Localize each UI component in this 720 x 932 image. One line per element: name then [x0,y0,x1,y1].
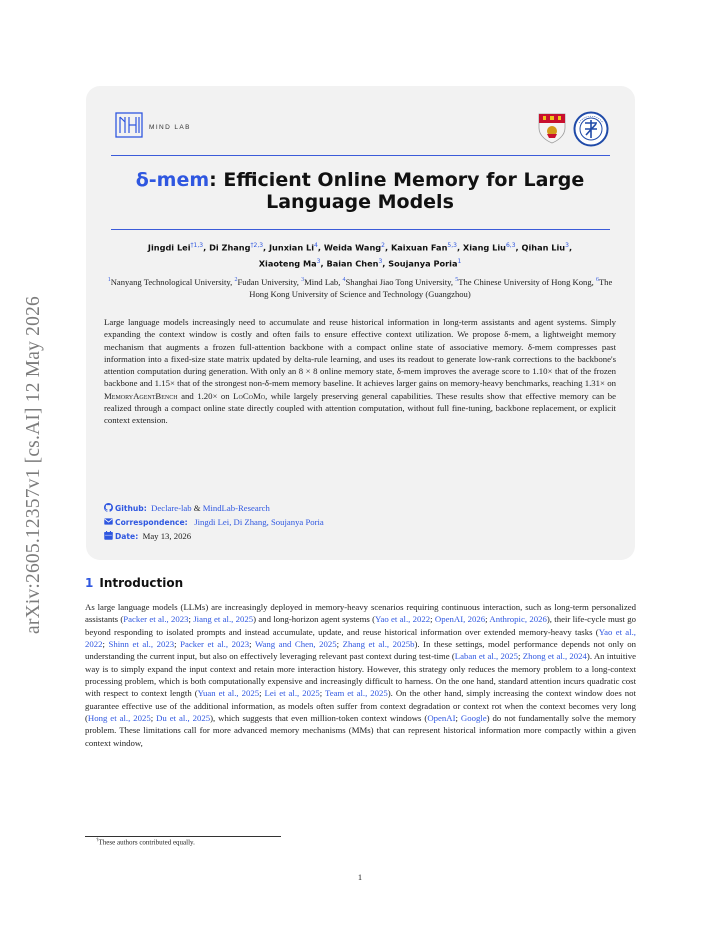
author-name: Junxian Li [269,242,315,253]
affiliation-text: Mind Lab, [304,276,343,287]
author-affil-mark: †1,3 [190,242,204,249]
author-list [102,239,618,270]
author-affil-mark: 2 [381,242,385,249]
citation-link[interactable]: Lei et al., 2025 [264,688,320,699]
correspondence-label: Correspondence: [115,517,188,527]
correspondence-row [104,516,616,530]
title-delta: δ-mem [135,169,210,191]
author-name: Kaixuan Fan [390,242,448,253]
calendar-icon [104,531,113,540]
paper-title [100,169,620,213]
citation-link[interactable]: OpenAI, 2026 [434,614,486,625]
correspondence-authors[interactable]: Jingdi Lei, Di Zhang, Soujanya Poria [194,516,324,527]
intro-text: ; [259,688,265,699]
intro-text: ; [319,688,325,699]
affiliation-text: Shanghai Jiao Tong University, [345,276,456,287]
paper-meta [104,502,616,543]
date-value: May 13, 2026 [142,530,192,541]
affiliations [102,274,618,301]
author-name: Soujanya Poria [388,258,458,269]
intro-text: ; [485,614,490,625]
affiliation-mark: 2 [234,277,238,283]
intro-text: ). In these settings, model performance depends not only on understanding the current input, but also on effectively leveraging relevant past context during test-time ( [85,639,637,662]
author-affil-mark: 3 [316,257,321,265]
citation-link[interactable]: Team et al., 2025 [324,688,388,699]
citation-link[interactable]: Anthropic, 2026 [489,614,547,625]
author-affil-mark: †2,3 [250,242,264,249]
author-affil-mark: 6,3 [505,242,516,249]
citation-link[interactable]: Yao et al., 2022 [85,626,636,650]
intro-text: ; [430,614,435,625]
abstract [104,316,616,427]
citation-link[interactable]: Zhang et al., 2025b [342,639,415,650]
affiliation-text: Fudan University, [237,276,302,287]
section-heading-introduction [85,576,183,590]
author-name: Xiaoteng Ma [258,258,317,269]
author-line-1: Jingdi Lei$^{\dagger 1,3}$, Di Zhang$^{\dagger 2,3}$, Junxian Li$^4$, Weida Wang$^2$, Kaixuan Fan$^{5,3}$, Xiang Liu$^{6,3}$, Qihan Liu$^3$, [147,242,573,253]
github-label: Github: [115,504,147,513]
affiliation-mark: 1 [107,277,111,283]
citation-link[interactable]: Jiang et al., 2025 [193,614,254,625]
footnote-mark: † [96,838,99,843]
author-name: Xiang Liu [462,242,506,253]
title-rest: : Efficient Online Memory for Large Language Models [209,169,585,213]
github-amp: & [191,503,203,513]
intro-text: ; [102,639,109,650]
affiliation-text: Nanyang Technological University, [110,276,235,287]
citation-link[interactable]: OpenAI [427,713,456,724]
github-link-declare[interactable]: Declare-lab [151,503,192,513]
author-affil-mark: 3 [378,257,383,265]
citation-link[interactable]: Packer et al., 2023 [123,614,189,625]
citation-link[interactable]: Zhong et al., 2024 [522,651,587,662]
sjtu-seal-icon [573,111,609,147]
footnote-text: These authors contributed equally. [98,838,195,847]
citation-link[interactable]: Yuan et al., 2025 [197,688,260,699]
logo-row [115,112,615,146]
author-name: Qihan Liu [521,242,566,253]
author-affil-mark: 3 [565,242,569,249]
citation-link[interactable]: Packer et al., 2023 [180,639,250,650]
lab-name: MIND LAB [149,124,191,131]
title-rule-top [111,155,610,156]
author-affil-mark: 1 [457,257,462,265]
intro-text: ; [249,639,255,650]
page-number: 1 [357,872,363,882]
github-link-mindlab[interactable]: MindLab-Research [202,503,270,513]
date-row [104,530,616,544]
affiliation-mark: 4 [342,277,346,283]
ntu-crest-icon [537,112,567,144]
footnote [96,838,195,846]
github-icon [104,503,113,512]
abstract-text-3: , while largely preserving general capabilities. These results show that effective memory can be realized through a compact online state directly coupled with attention computation, without full fine-tuning, backbone replacement, or explicit context extension. [104,390,616,426]
affiliation-mark: 5 [455,277,459,283]
intro-text: ; [336,639,343,650]
intro-text: ; [174,639,181,650]
author-line-2: Xiaoteng Ma$^3$, Baian Chen$^3$, Soujanya Poria$^1$ [258,257,462,269]
citation-link[interactable]: Yao et al., 2022 [375,614,431,625]
affiliation-mark: 6 [595,277,599,283]
citation-link[interactable]: Google [460,713,487,724]
abstract-text-2: and 1.20× on [177,390,234,401]
abstract-benchmark-2: LoCoMo [233,390,266,401]
abstract-text-1: Large language models increasingly need to accumulate and reuse historical information in long-term assistants and agent systems. Simply expanding the context window is costly and often fails to ensure effective context utilization. We propose δ-mem, a lightweight memory mechanism that augments a frozen full-attention backbone with a compact online state of associative memory. δ-mem compresses past information into a fixed-size state matrix updated by delta-rule learning, and uses its readout to generate low-rank corrections to the backbone's attention computation during generation. With only an 8 × 8 online memory state, δ-mem improves the average score to 1.10× that of the frozen backbone and 1.15× that of the strongest non-δ-mem memory baseline. It achieves larger gains on memory-heavy benchmarks, reaching 1.31× on [104,317,616,389]
affiliation-text: The Hong Kong University of Science and Technology (Guangzhou) [249,276,613,300]
affiliation-mark: 3 [301,277,305,283]
citation-link[interactable]: Shinn et al., 2023 [108,639,175,650]
intro-text: ). An intuitive way is to simply expand the input context and retain more interaction history. However, this strategy only reduces the memory problem to a long-context processing problem, which is both computationally expensive and increasingly difficult to harness. On the one hand, standard attention incurs quadratic cost with respect to context length ( [85,651,636,699]
section-number: 1 [85,576,94,590]
intro-text: ). On the other hand, simply increasing the context window does not guarantee effective use of the additional information, as models often suffer from context degradation or context rot when the context becomes very long ( [85,688,636,724]
date-label: Date: [115,531,139,541]
introduction-paragraph [85,601,636,749]
affiliation-text: The Chinese University of Hong Kong, [458,276,596,287]
intro-text: ; [188,614,194,625]
citation-link[interactable]: Wang and Chen, 2025 [254,639,337,650]
mindlab-logo [115,112,143,138]
author-name: Di Zhang [209,242,251,253]
intro-text: ), their life-cycle must go beyond responding to isolated prompts and instead accumulate, update, and reuse historical information over extended memory-heavy tasks ( [85,614,637,637]
intro-text: ) and long-horizon agent systems ( [253,614,376,625]
author-affil-mark: 4 [314,242,318,249]
citation-link[interactable]: Laban et al., 2025 [454,651,518,662]
github-row [104,502,616,516]
intro-text: As large language models (LLMs) are increasingly deployed in memory-heavy scenarios requiring continuous interaction, such as long-term personalized assistants ( [85,602,636,625]
arxiv-stamp [14,250,54,680]
intro-text: ; [518,651,523,662]
author-affil-mark: 5,3 [447,242,457,249]
footnote-rule [85,836,281,837]
intro-text: ) do not fundamentally solve the memory problem. These limitations call for more advanced memory mechanisms (MMs) that can represent historical information more compactly within a given context window, [85,713,637,748]
mail-icon [104,517,113,526]
arxiv-id: arXiv:2605.12357v1 [cs.AI] 12 May 2026 [23,296,44,634]
intro-text: ), which suggests that even million-token context windows ( [210,713,428,724]
abstract-benchmark-1: MemoryAgentBench [104,390,178,401]
author-name: Weida Wang [323,242,382,253]
section-title: Introduction [99,576,184,590]
title-rule-bottom [111,229,610,230]
author-name: Jingdi Lei [147,242,191,253]
intro-text: ; [150,713,157,724]
author-name: Baian Chen [326,258,379,269]
intro-text: ; [455,713,461,724]
citation-link[interactable]: Hong et al., 2025 [87,713,151,724]
citation-link[interactable]: Du et al., 2025 [156,713,211,724]
